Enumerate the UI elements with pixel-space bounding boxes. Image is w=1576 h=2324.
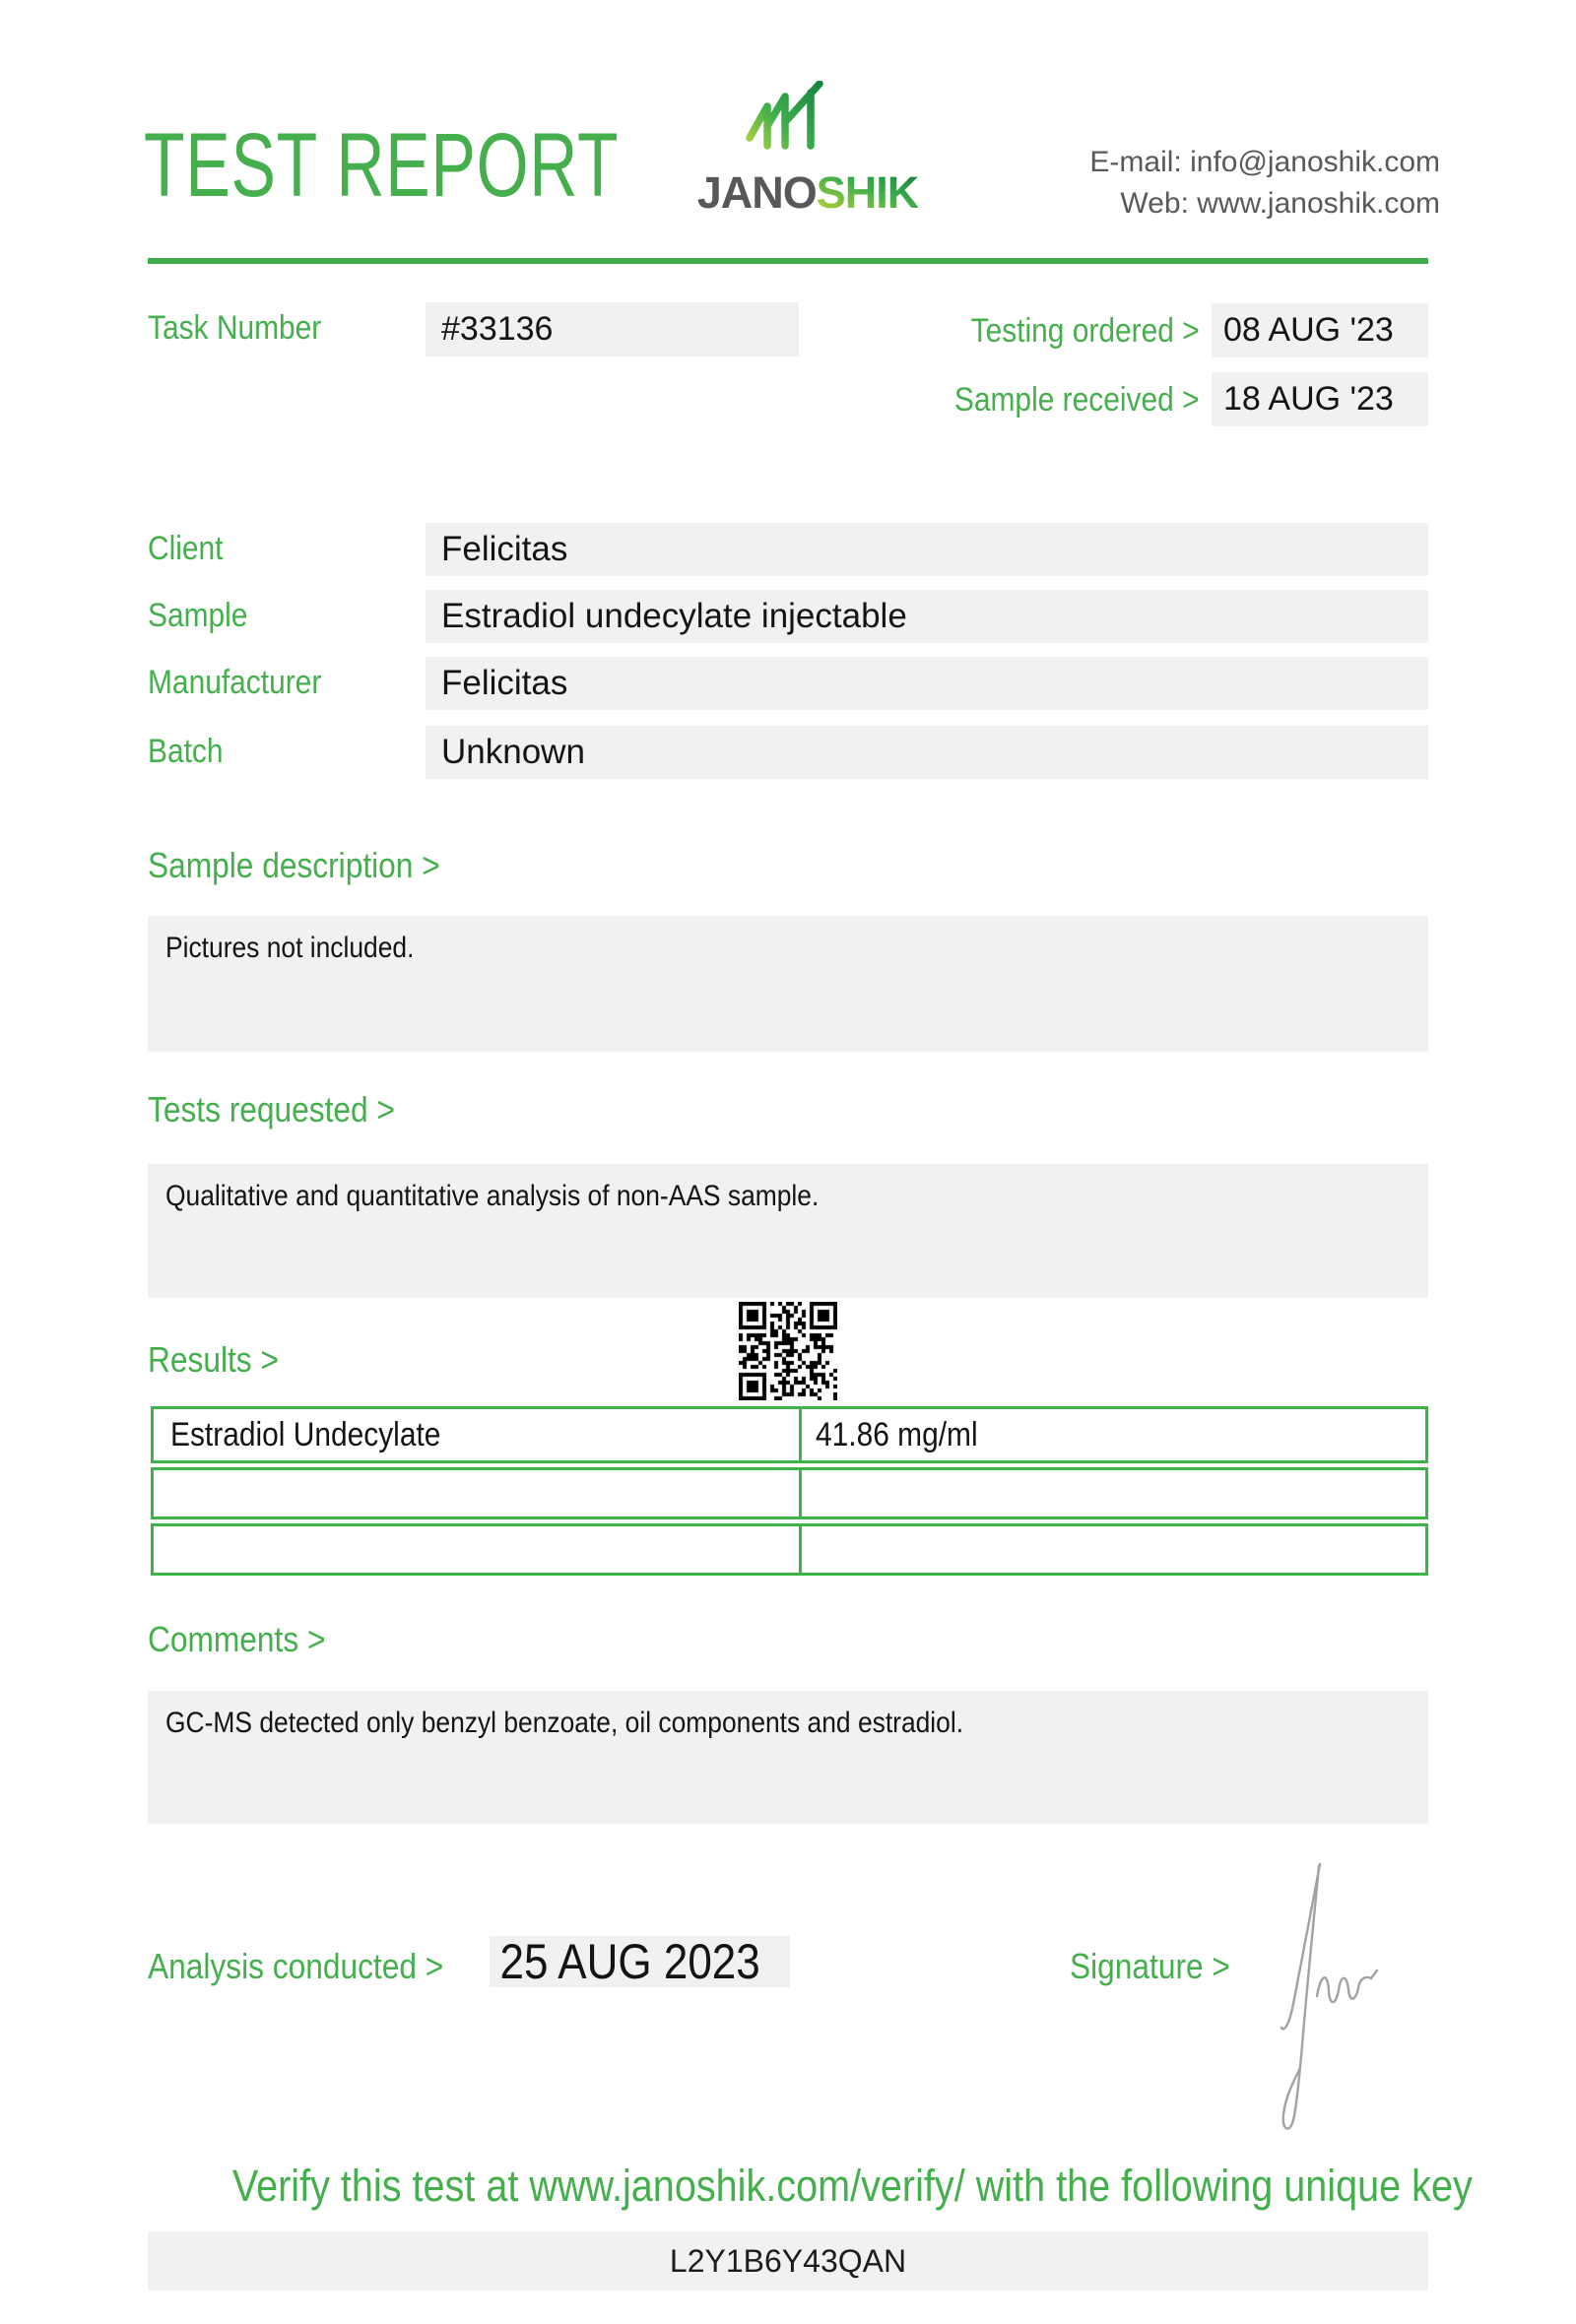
logo-wordmark (680, 167, 936, 219)
comments-heading-text: Comments > (148, 1619, 326, 1659)
results-column-divider (799, 1409, 802, 1460)
results-heading (148, 1339, 296, 1381)
verify-text (148, 2161, 1473, 2212)
signature-image (1277, 1856, 1385, 2142)
result-name-cell (170, 1409, 478, 1460)
testing-ordered-value-box (1212, 303, 1428, 357)
tests-requested-heading-text: Tests requested > (148, 1089, 395, 1130)
results-row-2 (151, 1467, 1428, 1519)
logo-chart-icon (742, 81, 834, 161)
task-number-label-text: Task Number (148, 309, 322, 347)
info-value-sample: Estradiol undecylate injectable (441, 597, 907, 635)
sample-description-heading (148, 845, 480, 886)
logo-wordmark-gray: JANO (696, 167, 817, 218)
info-value-box-batch (426, 726, 1428, 779)
comments-box (148, 1691, 1428, 1824)
results-row-1 (151, 1406, 1428, 1463)
info-label-manufacturer-text: Manufacturer (148, 664, 322, 701)
tests-requested-heading (148, 1089, 428, 1130)
result-value: 41.86 mg/ml (816, 1415, 978, 1453)
testing-ordered-value: 08 AUG '23 (1223, 311, 1394, 349)
sample-received-value-box (1212, 372, 1428, 426)
verify-key: L2Y1B6Y43QAN (669, 2243, 907, 2279)
task-number-value: #33136 (441, 310, 554, 348)
info-value-client: Felicitas (441, 530, 568, 568)
info-label-client-text: Client (148, 530, 224, 567)
web-line: Web: www.janoshik.com (1120, 187, 1440, 220)
analysis-date: 25 AUG 2023 (499, 1934, 760, 1989)
info-label-batch (148, 733, 233, 771)
sample-received-label (921, 381, 1200, 420)
analysis-conducted-label (148, 1946, 484, 1987)
task-number-value-box (426, 302, 799, 356)
info-value-manufacturer: Felicitas (441, 664, 568, 702)
testing-ordered-label (940, 312, 1200, 351)
logo-wordmark-green: SHIK (816, 167, 919, 218)
info-label-sample-text: Sample (148, 597, 248, 634)
result-name: Estradiol Undecylate (170, 1415, 441, 1453)
sample-received-label-text: Sample received > (954, 381, 1200, 419)
results-column-divider (799, 1526, 802, 1573)
task-number-label (148, 309, 345, 348)
results-heading-text: Results > (148, 1339, 279, 1380)
signature-label (1070, 1946, 1252, 1987)
sample-received-value: 18 AUG '23 (1223, 380, 1394, 418)
info-value-box-sample (426, 590, 1428, 643)
sample-description-text: Pictures not included. (165, 932, 415, 964)
sample-description-heading-text: Sample description > (148, 845, 440, 885)
tests-requested-box (148, 1164, 1428, 1298)
info-value-box-manufacturer (426, 657, 1428, 710)
info-label-sample (148, 597, 261, 635)
info-value-box-client (426, 523, 1428, 576)
results-row-3 (151, 1523, 1428, 1576)
qr-code (739, 1302, 837, 1400)
analysis-date-box (490, 1936, 790, 1987)
testing-ordered-label-text: Testing ordered > (970, 312, 1200, 350)
signature-label-text: Signature > (1070, 1946, 1230, 1986)
info-label-client (148, 530, 233, 568)
comments-text: GC-MS detected only benzyl benzoate, oil components and estradiol. (165, 1707, 964, 1739)
results-column-divider (799, 1470, 802, 1517)
page-title: TEST REPORT (144, 115, 620, 216)
sample-description-box (148, 916, 1428, 1052)
email-line: E-mail: info@janoshik.com (1089, 146, 1440, 178)
info-value-batch: Unknown (441, 733, 585, 771)
analysis-conducted-label-text: Analysis conducted > (148, 1946, 444, 1986)
header-divider (148, 258, 1428, 264)
info-label-batch-text: Batch (148, 733, 224, 770)
tests-requested-text: Qualitative and quantitative analysis of non-AAS sample. (165, 1180, 820, 1212)
info-label-manufacturer (148, 664, 345, 702)
comments-heading (148, 1619, 350, 1660)
verify-key-box (148, 2231, 1428, 2291)
result-value-cell (816, 1409, 1000, 1460)
verify-text-content: Verify this test at www.janoshik.com/verify/ with the following unique key (231, 2161, 1473, 2211)
